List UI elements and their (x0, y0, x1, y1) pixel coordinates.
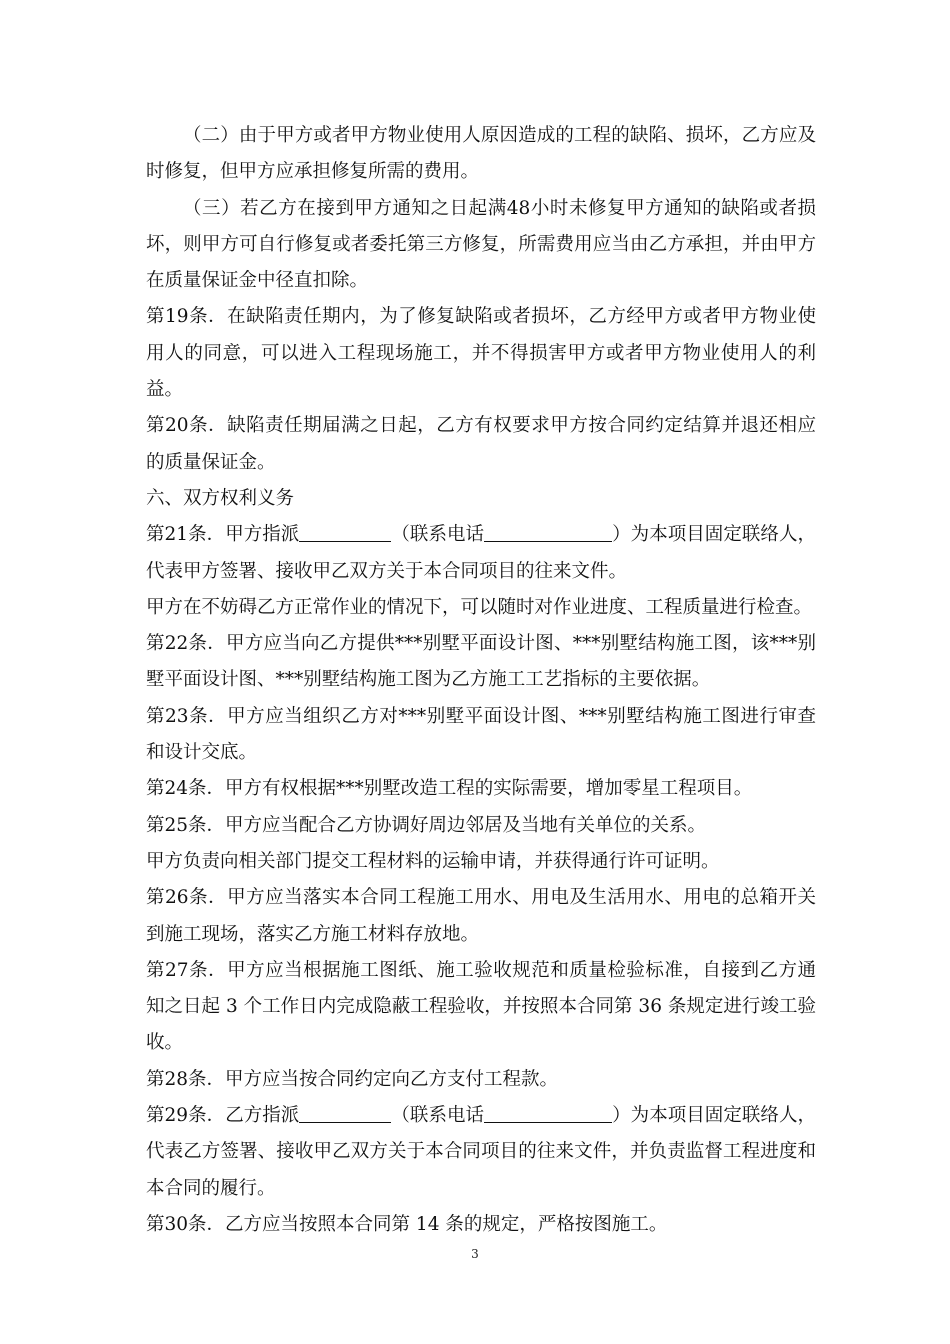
article-30: 第30条．乙方应当按照本合同第 14 条的规定，严格按图施工。 (146, 1213, 668, 1235)
section-heading-rights-obligations: 六、双方权利义务 (146, 487, 295, 509)
article-24: 第24条．甲方有权根据***别墅改造工程的实际需要，增加零星工程项目。 (146, 778, 753, 800)
paragraph-2-repair: （二）由于甲方或者甲方物业使用人原因造成的工程的缺陷、损坏，乙方应及时修复，但甲方应承担修复所需的费用。 (146, 125, 816, 183)
article-25: 第25条．甲方应当配合乙方协调好周边邻居及当地有关单位的关系。 (146, 814, 707, 836)
article-22: 第22条．甲方应当向乙方提供***别墅平面设计图、***别墅结构施工图，该***别墅平面设计图、***别墅结构施工图为乙方施工工艺指标的主要依据。 (146, 633, 816, 691)
article-29 (146, 1098, 816, 1207)
transport-permit-clause: 甲方负责向相关部门提交工程材料的运输申请，并获得通行许可证明。 (146, 850, 720, 872)
article-29-part-1: 第29条．乙方指派 (146, 1105, 300, 1127)
article-29-part-3: ）为本项目固定联络人，代表乙方签署、接收甲乙双方关于本合同项目的往来文件，并负责监督工程进度和本合同的履行。 (146, 1105, 816, 1199)
article-23: 第23条．甲方应当组织乙方对***别墅平面设计图、***别墅结构施工图进行审查和设计交底。 (146, 705, 816, 764)
phone-number-blank (484, 522, 612, 542)
phone-number-blank (484, 1103, 612, 1123)
inspection-clause: 甲方在不妨碍乙方正常作业的情况下，可以随时对作业进度、工程质量进行检查。 (146, 596, 813, 618)
article-19: 第19条．在缺陷责任期内，为了修复缺陷或者损坏，乙方经甲方或者甲方物业使用人的同意，可以进入工程现场施工，并不得损害甲方或者甲方物业使用人的利益。 (146, 306, 816, 401)
article-21-part-2: （联系电话 (391, 524, 485, 546)
article-20: 第20条．缺陷责任期届满之日起，乙方有权要求甲方按合同约定结算并退还相应的质量保证金。 (146, 415, 816, 473)
document-body (146, 118, 816, 1243)
article-27: 第27条．甲方应当根据施工图纸、施工验收规范和质量检验标准，自接到乙方通知之日起 3 个工作日内完成隐蔽工程验收，并按照本合同第 36 条规定进行竣工验收。 (146, 959, 816, 1054)
article-21-part-3: ）为本项目固定联络人，代表甲方签署、接收甲乙双方关于本合同项目的往来文件。 (146, 524, 816, 582)
paragraph-3-repair-deadline: （三）若乙方在接到甲方通知之日起满48小时未修复甲方通知的缺陷或者损坏，则甲方可自行修复或者委托第三方修复，所需费用应当由乙方承担，并由甲方在质量保证金中径直扣除。 (146, 197, 816, 292)
article-26: 第26条．甲方应当落实本合同工程施工用水、用电及生活用水、用电的总箱开关到施工现场，落实乙方施工材料存放地。 (146, 887, 816, 945)
article-29-part-2: （联系电话 (391, 1105, 485, 1127)
article-28: 第28条．甲方应当按合同约定向乙方支付工程款。 (146, 1068, 559, 1090)
page-number: 3 (471, 1247, 479, 1261)
contact-person-blank (299, 1103, 391, 1123)
article-21 (146, 517, 816, 590)
contact-person-blank (299, 522, 391, 542)
article-21-part-1: 第21条．甲方指派 (146, 524, 300, 546)
